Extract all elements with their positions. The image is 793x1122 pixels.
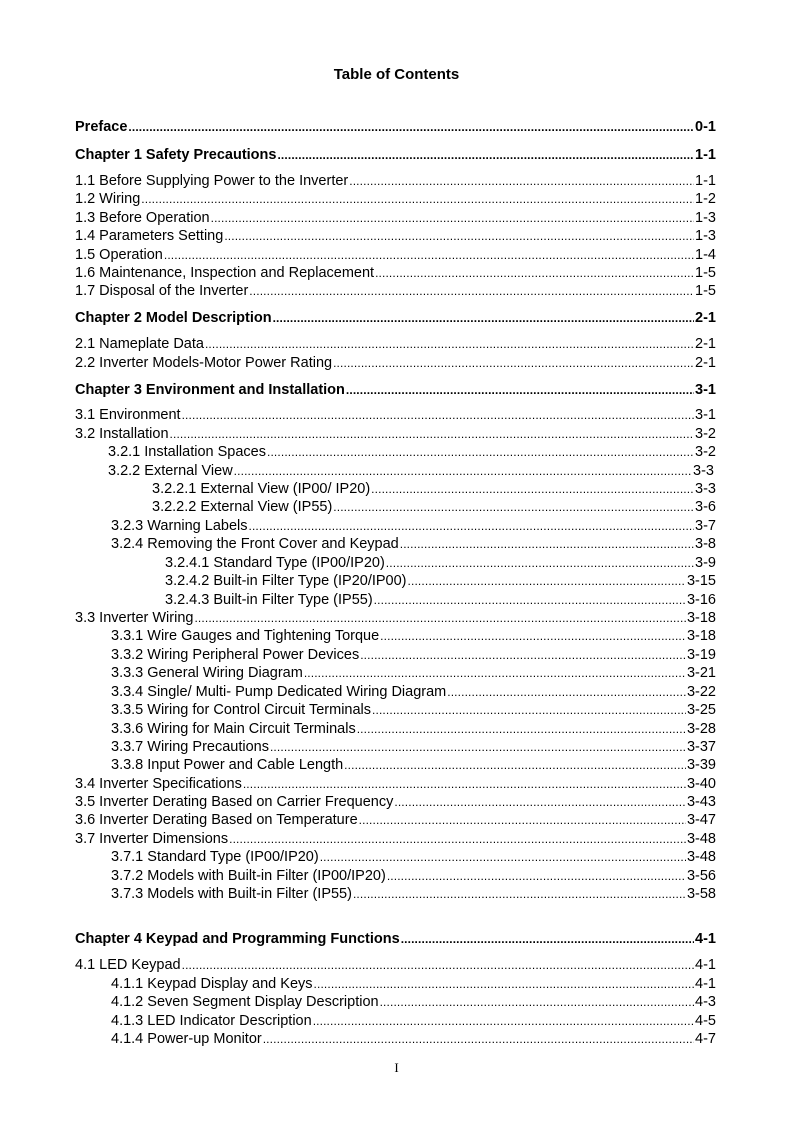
toc-entry-page: 1-1 [695, 147, 716, 163]
toc-entry[interactable] [111, 848, 716, 866]
toc-entry-page: 2-1 [695, 310, 716, 326]
toc-entry-page: 1-5 [695, 265, 716, 281]
toc-entry-page: 1-3 [695, 228, 716, 244]
toc-entry-title: 2.2 Inverter Models-Motor Power Rating [75, 355, 333, 371]
toc-entry-page: 3-25 [686, 702, 716, 718]
toc-entry-page: 3-43 [686, 794, 716, 810]
toc-entry[interactable] [165, 591, 716, 609]
toc-entry-page: 4-1 [695, 931, 716, 947]
leader-dots [141, 190, 694, 208]
toc-entry-page: 1-5 [695, 283, 716, 299]
leader-dots [211, 209, 694, 227]
toc-entry-title: 3.7.2 Models with Built-in Filter (IP00/IP20) [111, 868, 386, 884]
toc-entry-chapter-2[interactable] [75, 309, 716, 327]
toc-entry-title: 4.1 LED Keypad [75, 957, 181, 973]
toc-entry[interactable] [111, 535, 716, 553]
leader-dots [304, 664, 686, 682]
page-number: I [394, 1060, 399, 1075]
toc-entry-title: 4.1.4 Power-up Monitor [111, 1031, 262, 1047]
leader-dots [359, 811, 686, 829]
leader-dots [128, 118, 694, 136]
toc-entry-page: 3-21 [686, 665, 716, 681]
toc-entry-chapter-1[interactable] [75, 146, 716, 164]
leader-dots [447, 683, 686, 701]
leader-dots [360, 646, 686, 664]
toc-entry[interactable] [111, 885, 716, 903]
toc-entry[interactable] [75, 227, 716, 245]
toc-entry[interactable] [165, 554, 716, 572]
toc-entry[interactable] [152, 498, 716, 516]
toc-entry-preface[interactable] [75, 118, 716, 136]
toc-entry-title: 3.2.4.3 Built-in Filter Type (IP55) [165, 592, 373, 608]
leader-dots [249, 517, 695, 535]
toc-entry[interactable] [75, 172, 716, 190]
toc-entry-title: 3.2.2.1 External View (IP00/ IP20) [152, 481, 371, 497]
toc-entry[interactable] [111, 627, 716, 645]
toc-entry-title: 3.7 Inverter Dimensions [75, 831, 229, 847]
leader-dots [320, 848, 686, 866]
toc-entry-page: 3-48 [686, 831, 716, 847]
leader-dots [164, 246, 694, 264]
toc-entry[interactable] [111, 738, 716, 756]
toc-entry-page: 4-1 [695, 957, 716, 973]
toc-entry-title: 3.2.4 Removing the Front Cover and Keypad [111, 536, 399, 552]
toc-entry[interactable] [111, 1012, 716, 1030]
toc-entry-title: 1.6 Maintenance, Inspection and Replacement [75, 265, 375, 281]
toc-entry-page: 3-48 [686, 849, 716, 865]
toc-entry-title: 3.2.3 Warning Labels [111, 518, 248, 534]
toc-entry-page: 1-4 [695, 247, 716, 263]
leader-dots [357, 720, 686, 738]
leader-dots [349, 172, 694, 190]
toc-entry[interactable] [111, 517, 716, 535]
toc-entry-page: 4-3 [695, 994, 716, 1010]
toc-entry-page: 1-1 [695, 173, 716, 189]
leader-dots [270, 738, 686, 756]
toc-entry[interactable] [165, 572, 716, 590]
toc-entry-title: 3.3.6 Wiring for Main Circuit Terminals [111, 721, 356, 737]
leader-dots [353, 885, 686, 903]
toc-entry-title: Chapter 3 Environment and Installation [75, 382, 345, 398]
leader-dots [380, 993, 694, 1011]
toc-entry[interactable] [108, 462, 714, 480]
leader-dots [224, 227, 694, 245]
leader-dots [375, 264, 694, 282]
toc-entry-title: 1.4 Parameters Setting [75, 228, 224, 244]
toc-entry-title: 3.2.2.2 External View (IP55) [152, 499, 333, 515]
toc-entry-title: 3.3.4 Single/ Multi- Pump Dedicated Wiring Diagram [111, 684, 447, 700]
toc-entry-title: Preface [75, 119, 128, 135]
toc-entry-title: Chapter 1 Safety Precautions [75, 147, 277, 163]
toc-entry-page: 2-1 [695, 355, 716, 371]
toc-entry[interactable] [111, 1030, 716, 1048]
toc-entry-page: 4-5 [695, 1013, 716, 1029]
toc-entry[interactable] [75, 354, 716, 372]
toc-entry[interactable] [75, 406, 716, 424]
leader-dots [374, 591, 686, 609]
toc-entry[interactable] [75, 609, 716, 627]
toc-entry-page: 3-8 [695, 536, 716, 552]
toc-entry-page: 4-7 [695, 1031, 716, 1047]
toc-entry-title: 4.1.1 Keypad Display and Keys [111, 976, 313, 992]
toc-entry-title: Chapter 2 Model Description [75, 310, 272, 326]
leader-dots [333, 354, 694, 372]
toc-entry[interactable] [75, 335, 716, 353]
toc-entry-chapter-4[interactable] [75, 930, 716, 948]
toc-entry-title: 3.3.2 Wiring Peripheral Power Devices [111, 647, 360, 663]
leader-dots [182, 956, 694, 974]
toc-entry[interactable] [111, 993, 716, 1011]
toc-entry-page: 3-2 [695, 426, 716, 442]
toc-entry-page: 3-39 [686, 757, 716, 773]
toc-entry-title: 4.1.3 LED Indicator Description [111, 1013, 312, 1029]
toc-entry-page: 3-15 [686, 573, 716, 589]
toc-entry-page: 1-3 [695, 210, 716, 226]
toc-entry-page: 3-7 [695, 518, 716, 534]
toc-entry-title: 3.2.1 Installation Spaces [108, 444, 266, 460]
leader-dots [277, 146, 694, 164]
toc-entry-title: 3.3.5 Wiring for Control Circuit Terminals [111, 702, 372, 718]
toc-entry-chapter-3[interactable] [75, 381, 716, 399]
toc-entry[interactable] [111, 720, 716, 738]
leader-dots [313, 1012, 694, 1030]
toc-entry-page: 3-3 [693, 463, 714, 479]
toc-entry-page: 3-37 [686, 739, 716, 755]
toc-entry-title: 1.1 Before Supplying Power to the Inverter [75, 173, 349, 189]
toc-entry[interactable] [75, 830, 716, 848]
leader-dots [263, 1030, 694, 1048]
toc-entry-title: 3.7.3 Models with Built-in Filter (IP55) [111, 886, 352, 902]
toc-entry-title: 3.5 Inverter Derating Based on Carrier Frequency [75, 794, 394, 810]
leader-dots [243, 775, 686, 793]
toc-entry[interactable] [111, 975, 716, 993]
toc-entry-title: 2.1 Nameplate Data [75, 336, 204, 352]
toc-entry-page: 3-6 [695, 499, 716, 515]
toc-entry[interactable] [111, 646, 716, 664]
toc-entry[interactable] [75, 793, 716, 811]
toc-entry-title: 3.3.3 General Wiring Diagram [111, 665, 303, 681]
toc-entry[interactable] [75, 425, 716, 443]
leader-dots [372, 701, 686, 719]
toc-entry-page: 4-1 [695, 976, 716, 992]
leader-dots [170, 425, 695, 443]
toc-entry-title: 3.2 Installation [75, 426, 169, 442]
leader-dots [229, 830, 686, 848]
toc-entry[interactable] [75, 811, 716, 829]
toc-entry-page: 3-2 [695, 444, 716, 460]
toc-entry[interactable] [75, 282, 716, 300]
toc-entry-title: Chapter 4 Keypad and Programming Functions [75, 931, 400, 947]
leader-dots [234, 462, 692, 480]
leader-dots [394, 793, 686, 811]
leader-dots [205, 335, 694, 353]
leader-dots [344, 756, 686, 774]
toc-entry[interactable] [75, 956, 716, 974]
leader-dots [380, 627, 686, 645]
leader-dots [333, 498, 694, 516]
toc-entry-page: 3-9 [695, 555, 716, 571]
toc-entry-title: 3.3 Inverter Wiring [75, 610, 194, 626]
leader-dots [249, 282, 694, 300]
leader-dots [267, 443, 694, 461]
toc-entry-title: 3.4 Inverter Specifications [75, 776, 242, 792]
leader-dots [194, 609, 686, 627]
toc-entry[interactable] [75, 209, 716, 227]
leader-dots [371, 480, 694, 498]
toc-entry-title: 3.7.1 Standard Type (IP00/IP20) [111, 849, 319, 865]
toc-entry-page: 0-1 [695, 119, 716, 135]
leader-dots [386, 554, 694, 572]
toc-entry[interactable] [75, 246, 716, 264]
leader-dots [408, 572, 686, 590]
toc-entry-page: 3-56 [686, 868, 716, 884]
toc-entry-title: 3.3.8 Input Power and Cable Length [111, 757, 344, 773]
toc-entry-title: 1.7 Disposal of the Inverter [75, 283, 249, 299]
leader-dots [182, 406, 694, 424]
toc-entry-page: 3-47 [686, 812, 716, 828]
toc-entry[interactable] [111, 701, 716, 719]
toc-entry-page: 1-2 [695, 191, 716, 207]
toc-entry-title: 3.2.4.2 Built-in Filter Type (IP20/IP00) [165, 573, 407, 589]
toc-entry-title: 1.3 Before Operation [75, 210, 210, 226]
toc-entry[interactable] [75, 264, 716, 282]
toc-entry-page: 3-1 [695, 407, 716, 423]
toc-entry-page: 3-1 [695, 382, 716, 398]
page-title: Table of Contents [333, 66, 460, 83]
toc-entry-title: 3.2.2 External View [108, 463, 233, 479]
toc-entry-page: 3-3 [695, 481, 716, 497]
toc-entry-title: 1.2 Wiring [75, 191, 141, 207]
toc-entry[interactable] [75, 190, 716, 208]
toc-entry-page: 3-58 [686, 886, 716, 902]
leader-dots [387, 867, 686, 885]
toc-entry-title: 3.1 Environment [75, 407, 181, 423]
toc-entry[interactable] [111, 867, 716, 885]
toc-entry[interactable] [108, 443, 716, 461]
leader-dots [400, 535, 694, 553]
toc-entry[interactable] [152, 480, 716, 498]
toc-entry-title: 3.3.1 Wire Gauges and Tightening Torque [111, 628, 380, 644]
toc-entry-title: 3.2.4.1 Standard Type (IP00/IP20) [165, 555, 385, 571]
leader-dots [401, 930, 694, 948]
toc-entry-page: 3-22 [686, 684, 716, 700]
toc-entry-title: 4.1.2 Seven Segment Display Description [111, 994, 379, 1010]
toc-entry-page: 3-40 [686, 776, 716, 792]
leader-dots [273, 309, 694, 327]
toc-entry[interactable] [111, 664, 716, 682]
toc-entry[interactable] [111, 683, 716, 701]
toc-entry-page: 3-28 [686, 721, 716, 737]
toc-entry-title: 1.5 Operation [75, 247, 163, 263]
leader-dots [314, 975, 695, 993]
toc-entry-title: 3.6 Inverter Derating Based on Temperature [75, 812, 358, 828]
toc-entry-page: 3-19 [686, 647, 716, 663]
toc-entry-title: 3.3.7 Wiring Precautions [111, 739, 269, 755]
toc-entry-page: 2-1 [695, 336, 716, 352]
toc-entry-page: 3-16 [686, 592, 716, 608]
leader-dots [346, 381, 694, 399]
toc-entry-page: 3-18 [686, 610, 716, 626]
toc-entry-page: 3-18 [686, 628, 716, 644]
toc-entry[interactable] [111, 756, 716, 774]
toc-entry[interactable] [75, 775, 716, 793]
